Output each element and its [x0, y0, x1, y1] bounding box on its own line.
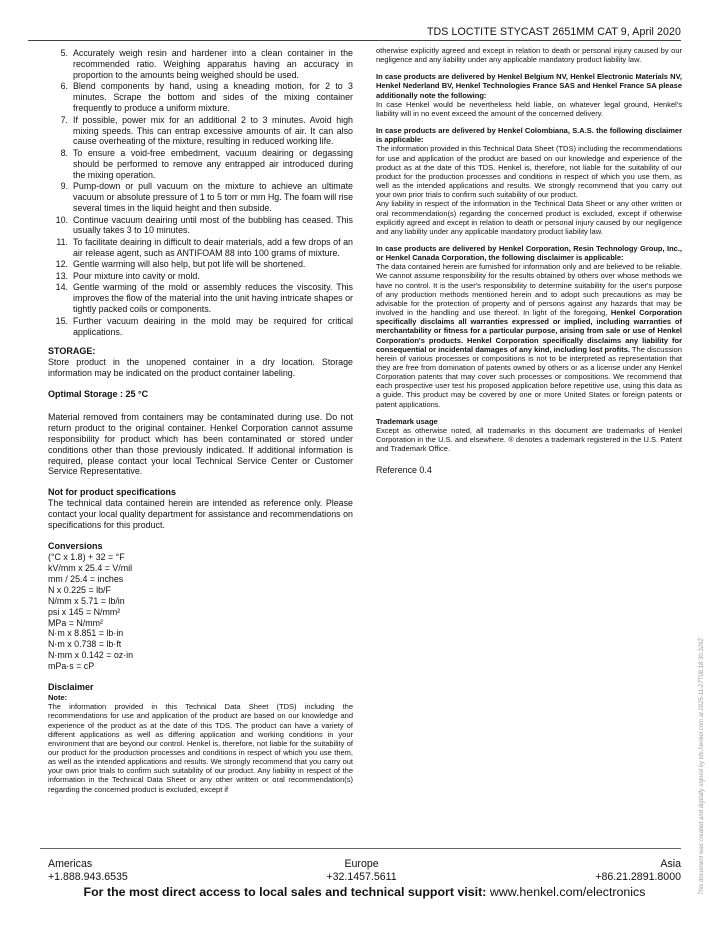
- disclaimer-note-text: The information provided in this Technical Data Sheet (TDS) including the recommendations for use and application of the product are based on our knowledge and experience of the product as at the date of this TDS. The product can have a variety of different applications as well as differing application and working conditions in your environment that are beyond our control. Henkel is, therefore, not liable for the suitability of our product for the production processes and conditions in respect of which you use them, as well as the intended applications and results. We strongly recommend that you carry out your own prior trials to confirm such suitability of our product. Any liability in respect of the information in the Technical Data Sheet or any other written or oral recommendation(s) regarding the concerned product is excluded, except if: [48, 702, 353, 794]
- trademark-heading: Trademark usage: [376, 416, 438, 426]
- americas-phone: +1.888.943.6535: [48, 871, 128, 883]
- procedure-steps: [48, 48, 353, 338]
- belgium-heading: In case products are delivered by Henkel Belgium NV, Henkel Electronic Materials NV, Henkel Nederland BV, Henkel Technologies France SAS and Henkel France SA please additionally note the following:: [376, 72, 682, 100]
- asia-phone: +86.21.2891.8000: [595, 871, 681, 883]
- list-item: 12. Gentle warming will also help, but pot life will be shortened.: [55, 259, 306, 270]
- footer: [48, 858, 681, 899]
- list-item: 14. Gentle warming of the mold or assembly reduces the viscosity. This improves the flow of the material into the unit having intricate shapes or tightly packed coils or components.: [55, 282, 353, 315]
- colombia-heading: In case products are delivered by Henkel Colombiana, S.A.S. the following disclaimer is applicable:: [376, 126, 682, 145]
- right-column: [376, 46, 682, 476]
- list-item: 8. To ensure a void-free embedment, vacuum deairing or degassing should be performed to remove any entrapped air introduced during the mixing operation.: [60, 147, 353, 180]
- disclaimer-continuation: otherwise explicitly agreed and except in relation to death or personal injury caused by our negligence and any liability under any applicable mandatory product liability law.: [376, 46, 682, 65]
- list-item: 9. Pump-down or pull vacuum on the mixture to achieve an ultimate vacuum or absolute pressure of 1 to 5 torr or mm Hg. The foam will rise several times in the liquid height and then subside.: [60, 181, 353, 214]
- europe-label: Europe: [344, 858, 379, 870]
- colombia-text-2: Any liability in respect of the information in the Technical Data Sheet or any other written or oral recommendation(s) regarding the concerned product is excluded, except if otherwise explicitly agreed and except in relation to death or personal injury caused by our negligence and any liability under any applicable mandatory product liability law.: [376, 199, 682, 236]
- conversion-line: mm / 25.4 = inches: [48, 573, 124, 584]
- list-item: 13. Pour mixture into cavity or mold.: [55, 270, 200, 281]
- conversion-line: N/mm x 5.71 = lb/in: [48, 595, 125, 606]
- asia-contact: [595, 858, 681, 884]
- not-for-spec-text: The technical data contained herein are intended as reference only. Please contact your local quality department for assistance and recommendations on specifications for this product.: [48, 498, 353, 531]
- storage-material-text: Material removed from containers may be contaminated during use. Do not return product to the original container. Henkel Corporation cannot assume responsibility for product which has been contaminated or stored under conditions other than those previously indicated. If additional information is required, please contact your local Technical Service Center or Customer Service Representative.: [48, 411, 353, 477]
- support-cta: For the most direct access to local sales and technical support visit: www.henkel.com/electronics: [83, 885, 646, 899]
- conversion-line: kV/mm x 25.4 = V/mil: [48, 562, 133, 573]
- conversion-line: N·mm x 0.142 = oz·in: [48, 650, 134, 661]
- left-column: [48, 48, 353, 794]
- reference-number: Reference 0.4: [376, 465, 432, 476]
- storage-heading: STORAGE:: [48, 346, 96, 357]
- us-text: The data contained herein are furnished for information only and are believed to be reliable. We cannot assume responsibility for the results obtained by others over whose methods we have no control. It is the user's responsibility to determine suitability for the user's purpose of any production methods mentioned herein and to adopt such precautions as may be advisable for the protection of property and of persons against any hazards that may be involved in the handling and use thereof. In light of the foregoing, Henkel Corporation specifically disclaims all warranties expressed or implied, including warranties of merchantability or fitness for a particular purpose, arising from sale or use of Henkel Corporation's products. Henkel Corporation specifically disclaims any liability for consequential or incidental damages of any kind, including lost profits. The discussion herein of various processes or compositions is not to be interpreted as representation that they are free from domination of patents owned by others or as a license under any Henkel Corporation patents that may cover such processes or compositions. We recommend that each prospective user test his proposed application before repetitive use, using this data as a guide. This product may be covered by one or more United States or foreign patents or patent applications.: [376, 262, 682, 409]
- conversion-line: (°C x 1.8) + 32 = °F: [48, 552, 125, 563]
- optimal-storage: Optimal Storage : 25 °C: [48, 388, 149, 399]
- header-divider: [28, 40, 681, 41]
- conversion-line: N·m x 0.738 = lb·ft: [48, 639, 122, 650]
- list-item: 6. Blend components by hand, using a kneading motion, for 2 to 3 minutes. Scrape the bottom and sides of the mixing container frequently to produce a uniform mixture.: [60, 81, 353, 114]
- us-heading: In case products are delivered by Henkel Corporation, Resin Technology Group, Inc., or Henkel Canada Corporation, the following disclaimer is applicable:: [376, 243, 682, 263]
- disclaimer-note-label: Note:: [48, 693, 68, 703]
- europe-contact: [326, 858, 396, 884]
- americas-label: Americas: [48, 858, 93, 870]
- henkel-link[interactable]: www.henkel.com/electronics: [489, 885, 646, 899]
- disclaimer-heading: Disclaimer: [48, 682, 94, 693]
- storage-text: Store product in the unopened container in a dry location. Storage information may be indicated on the product container labeling.: [48, 357, 353, 378]
- conversion-line: mPa·s = cP: [48, 661, 95, 672]
- conversion-line: psi x 145 = N/mm²: [48, 606, 121, 617]
- asia-label: Asia: [660, 858, 681, 870]
- list-item: 7. If possible, power mix for an additional 2 to 3 minutes. Avoid high mixing speeds. This can entrap excessive amounts of air. It can also cause overheating of the mixture, resulting in reduced working life.: [60, 114, 353, 147]
- list-item: 11. To facilitate deairing in difficult to deair materials, add a few drops of an air release agent, such as ANTIFOAM 88 into 100 grams of mixture.: [56, 236, 353, 258]
- conversion-line: MPa = N/mm²: [48, 617, 103, 628]
- not-for-spec-heading: Not for product specifications: [48, 487, 177, 498]
- conversion-line: N·m x 8.851 = lb·in: [48, 628, 124, 639]
- americas-contact: [48, 858, 128, 884]
- footer-divider: [40, 848, 681, 849]
- trademark-text: Except as otherwise noted, all trademarks in this document are trademarks of Henkel Corporation in the U.S. and elsewhere. ® denotes a trademark registered in the U.S. Patent and Trademark Office.: [376, 425, 682, 454]
- list-item: 5. Accurately weigh resin and hardener into a clean container in the recommended ratio. Weighing apparatus having an accuracy in proportion to the amounts being weighed should be used.: [60, 48, 353, 80]
- list-item: 10. Continue vacuum deairing until most of the bubbling has ceased. This usually takes 3 to 10 minutes.: [55, 214, 353, 236]
- conversions-list: [48, 552, 353, 672]
- conversions-heading: Conversions: [48, 541, 103, 552]
- belgium-text: In case Henkel would be nevertheless held liable, on whatever legal ground, Henkel's liability will in no event exceed the amount of the concerned delivery.: [376, 99, 682, 118]
- document-header: TDS LOCTITE STYCAST 2651MM CAT 9, April 2020: [426, 26, 681, 38]
- digital-signature-stamp: This document was created and digitally signed by tds.henkel.com at 2025-11-27T08:18:30.329Z: [699, 637, 705, 895]
- colombia-text: The information provided in this Technical Data Sheet (TDS) including the recommendations for use and application of the product are based on our knowledge and experience of the product as at the date of this TDS. Henkel is, therefore, not liable for the suitability of our product for the production processes and conditions in respect of which you use them, as well as the intended applications and results. We strongly recommend that you carry out your own prior trials to confirm such suitability of our product.: [376, 144, 682, 200]
- europe-phone: +32.1457.5611: [326, 871, 397, 883]
- conversion-line: N x 0.225 = lb/F: [48, 584, 111, 595]
- list-item: 15. Further vacuum deairing in the mold may be required for critical applications.: [55, 315, 353, 337]
